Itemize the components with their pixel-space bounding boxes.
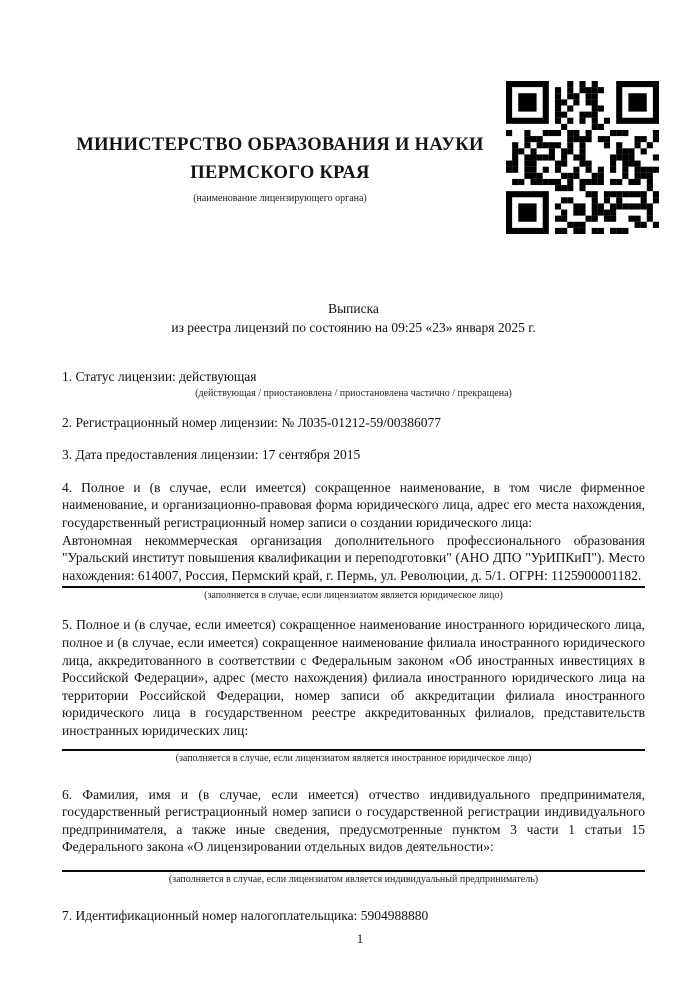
document-body — [62, 299, 645, 939]
item-legal-entity — [62, 479, 645, 602]
legal-entity-value: Автономная некоммерческая организация дополнительного профессионального образования "Уральский институт повышения квалификации и переподготовки" (АНО ДПО "УрИПКиП"). Место нахождения: 614007, Россия, Пермский край, г. Пермь, ул. Революции, д. 5/1. ОГРН: 1125900001182. — [62, 532, 645, 589]
entrepreneur-caption: (заполняется в случае, если лицензиатом является индивидуальный предприниматель) — [168, 873, 539, 885]
item-foreign-entity — [62, 616, 645, 763]
foreign-entity-caption: (заполняется в случае, если лицензиатом является иностранное юридическое лицо) — [175, 752, 532, 764]
item-license-status — [62, 368, 645, 399]
entrepreneur-blank-line — [62, 870, 645, 872]
ministry-name-line1: МИНИСТЕРСТВО ОБРАЗОВАНИЯ И НАУКИ — [76, 135, 484, 155]
item-grant-date — [62, 446, 645, 464]
document-title-line1: Выписка — [328, 301, 379, 316]
ministry-caption: (наименование лицензирующего органа) — [193, 193, 367, 204]
page-number: 1 — [356, 931, 364, 946]
registration-number-text: 2. Регистрационный номер лицензии: № Л035-01212-59/00386077 — [62, 414, 442, 430]
foreign-entity-blank-line — [62, 749, 645, 751]
item-individual-entrepreneur — [62, 786, 645, 885]
document-title — [62, 299, 645, 337]
item-registration-number — [62, 414, 645, 432]
item-taxpayer-number — [62, 907, 645, 925]
document-title-line2: из реестра лицензий по состоянию на 09:25 «23» января 2025 г. — [171, 320, 536, 335]
foreign-entity-label: 5. Полное и (в случае, если имеется) сокращенное наименование иностранного юридического лица, полное и (в случае, если имеется) сокращенное наименование филиала иностранного юридического лица, аккредитованного в соответствии с Федеральным законом «Об иностранных инвестициях в Российской Федерации», адрес (место нахождения) филиала иностранного юридического лица на территории Российской Федерации, номер записи об аккредитации филиала иностранного юридического лица в государственном реестре аккредитованных филиалов, представительств иностранных юридических лиц: — [62, 617, 645, 738]
legal-entity-caption: (заполняется в случае, если лицензиатом является юридическое лицо) — [204, 590, 503, 602]
qr-code-icon — [506, 81, 659, 234]
license-status-text: 1. Статус лицензии: действующая — [62, 369, 257, 384]
grant-date-text: 3. Дата предоставления лицензии: 17 сентября 2015 — [62, 447, 361, 463]
license-status-note: (действующая / приостановлена / приостановлена частично / прекращена) — [195, 387, 512, 399]
taxpayer-number-text: 7. Идентификационный номер налогоплательщика: 5904988880 — [62, 907, 429, 923]
legal-entity-label: 4. Полное и (в случае, если имеется) сокращенное наименование, в том числе фирменное наименование, и организационно-правовая форма юридического лица, адрес его места нахождения, государственный регистрационный номер записи о создании юридического лица: — [62, 479, 645, 530]
ministry-name-line2: ПЕРМСКОГО КРАЯ — [190, 163, 370, 183]
entrepreneur-label: 6. Фамилия, имя и (в случае, если имеется) отчество индивидуального предпринимателя, государственный регистрационный номер записи о государственной регистрации индивидуального предпринимателя, а также иные сведения, предусмотренные пунктом 3 части 1 статьи 15 Федерального закона «О лицензировании отдельных видов деятельности»: — [62, 786, 645, 855]
licensing-authority-block — [68, 131, 492, 204]
